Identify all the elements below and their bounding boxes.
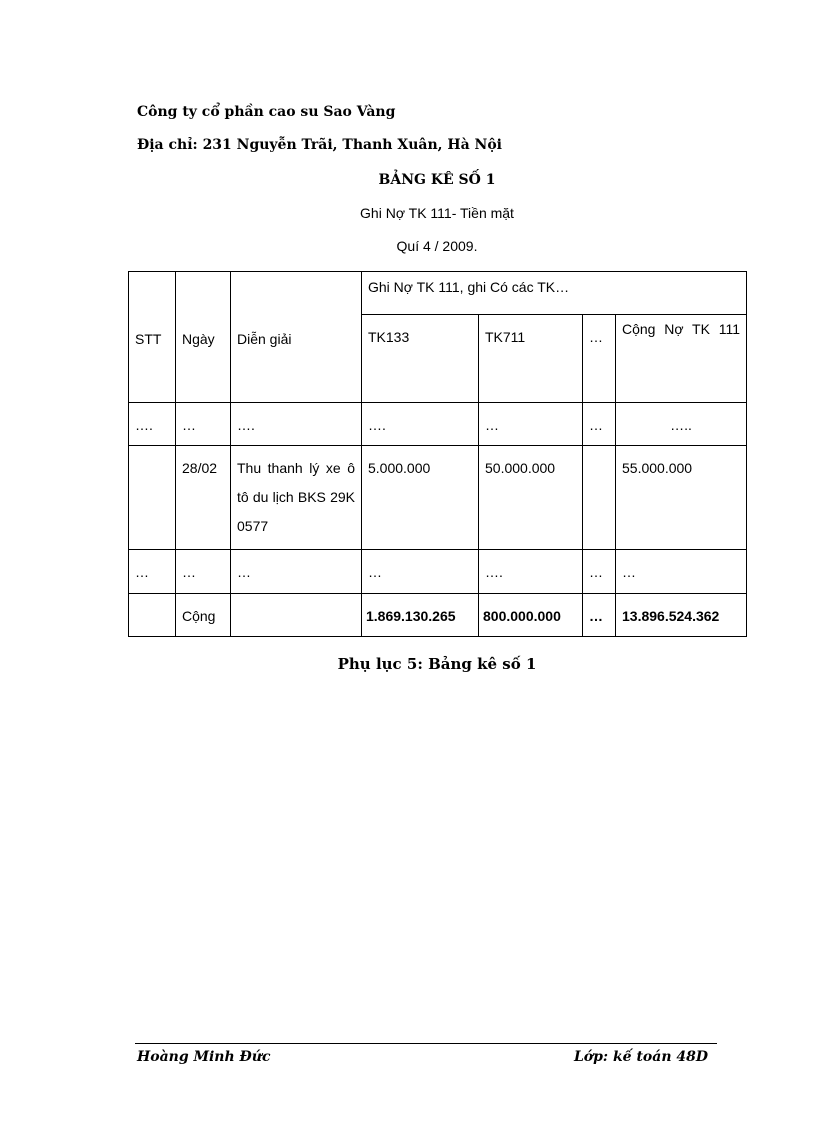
- cell-tk711: 50.000.000: [479, 446, 583, 550]
- cell-more: [583, 446, 616, 550]
- company-address: Địa chỉ: 231 Nguyễn Trãi, Thanh Xuân, Hà Nội: [137, 137, 502, 153]
- sum-tk711: 800.000.000: [479, 594, 583, 637]
- table-sum-row: [129, 594, 747, 637]
- sum-total: 13.896.524.362: [616, 594, 747, 637]
- cell-stt: [129, 446, 176, 550]
- table-row: [129, 550, 747, 594]
- report-subtitle: Ghi Nợ TK 111- Tiền mặt: [360, 205, 514, 221]
- cell-description: Thu thanh lý xe ô tô du lịch BKS 29K 0577: [231, 446, 362, 550]
- cell-total: …..: [616, 403, 747, 446]
- sum-tk133: 1.869.130.265: [362, 594, 479, 637]
- header-tk133: TK133: [362, 315, 479, 403]
- header-more-accounts: …: [583, 315, 616, 403]
- cell-tk711: …: [479, 403, 583, 446]
- company-name: Công ty cổ phần cao su Sao Vàng: [137, 104, 396, 120]
- cell-more: …: [583, 550, 616, 594]
- cell-tk711: ….: [479, 550, 583, 594]
- cell-date: 28/02: [176, 446, 231, 550]
- footer-divider: [135, 1043, 717, 1044]
- ledger-table: [128, 271, 747, 637]
- header-date: Ngày: [176, 272, 231, 403]
- report-title: BẢNG KÊ SỐ 1: [378, 172, 496, 188]
- cell-more: …: [583, 403, 616, 446]
- header-total-debit: Cộng Nợ TK 111: [616, 315, 747, 403]
- header-debit-group: Ghi Nợ TK 111, ghi Có các TK…: [362, 272, 747, 315]
- sum-description: [231, 594, 362, 637]
- appendix-caption: Phụ lục 5: Bảng kê số 1: [337, 655, 537, 673]
- table-row: [129, 446, 747, 550]
- cell-tk133: 5.000.000: [362, 446, 479, 550]
- cell-stt: …: [129, 550, 176, 594]
- cell-date: …: [176, 550, 231, 594]
- sum-stt: [129, 594, 176, 637]
- cell-total: 55.000.000: [616, 446, 747, 550]
- cell-description: …: [231, 550, 362, 594]
- cell-total: …: [616, 550, 747, 594]
- sum-label: Cộng: [176, 594, 231, 637]
- sum-more: …: [583, 594, 616, 637]
- header-stt: STT: [129, 272, 176, 403]
- table-row: [129, 403, 747, 446]
- cell-date: …: [176, 403, 231, 446]
- footer-class: Lớp: kế toán 48D: [573, 1049, 708, 1065]
- header-tk711: TK711: [479, 315, 583, 403]
- report-period: Quí 4 / 2009.: [396, 238, 478, 254]
- cell-tk133: …: [362, 550, 479, 594]
- cell-description: ….: [231, 403, 362, 446]
- footer-author: Hoàng Minh Đức: [137, 1049, 271, 1065]
- table-header-row: [129, 272, 747, 315]
- header-description: Diễn giải: [231, 272, 362, 403]
- cell-stt: ….: [129, 403, 176, 446]
- cell-tk133: ….: [362, 403, 479, 446]
